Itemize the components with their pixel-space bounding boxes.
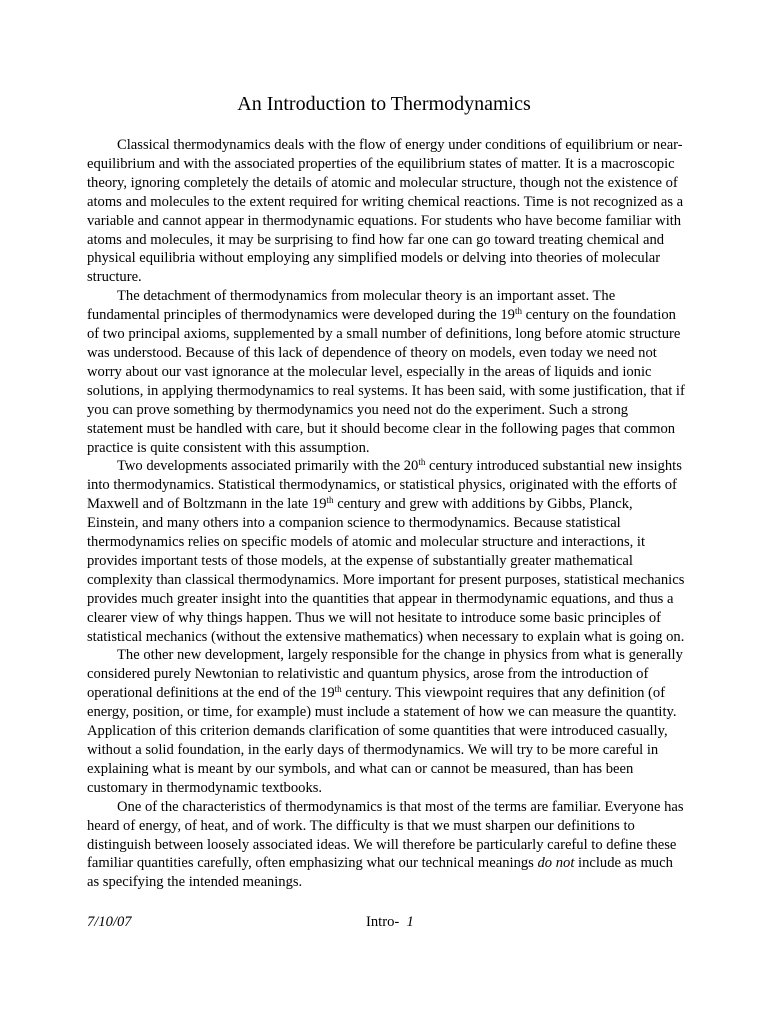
superscript-th: th: [326, 495, 334, 506]
paragraph-1-text: Classical thermodynamics deals with the flow of energy under conditions of equilibrium or near-equilibrium and with the associated properties of the equilibrium states of matter. It is a macroscopic theory, ignoring completely the details of atomic and molecular structure, though not the existence of atoms and molecules to the extent required for writing chemical reactions. Time is not recognized as a variable and cannot appear in thermodynamic equations. For students who have become familiar with atoms and molecules, it may be surprising to find how far one can go toward treating chemical and physical equilibria without employing any simplified models or delving into theories of molecular structure.: [87, 137, 684, 286]
emphasis-do-not: do not: [537, 855, 575, 872]
paragraph-1: [87, 136, 687, 287]
paragraph-2: [87, 287, 687, 457]
paragraph-2-text-a: The detachment of thermodynamics from molecular theory is an important asset. The fundamental principles of thermodynamics were developed during the 19: [87, 288, 616, 324]
paragraph-3-text-c: century and grew with additions by Gibbs, Planck, Einstein, and many others into a companion science to thermodynamics. Because statistical thermodynamics relies on specific models of atomic and molecular structure and interactions, it provides important tests of those models, at the expense of substantially greater mathematical complexity than classical thermodynamics. More important for present purposes, statistical mechanics provides much greater insight into the quantities that appear in thermodynamic equations, and thus a clearer view of why things happen. Thus we will not hesitate to introduce some basic principles of statistical mechanics (without the extensive mathematics) when necessary to explain what is going on.: [87, 496, 685, 645]
superscript-th: th: [514, 306, 522, 317]
superscript-th: th: [418, 457, 426, 468]
footer-date: 7/10/07: [87, 914, 132, 930]
paragraph-5-text-a: One of the characteristics of thermodynamics is that most of the terms are familiar. Everyone has heard of energy, of heat, and of work. The difficulty is that we must sharpen our definitions to distinguish between loosely associated ideas. We will therefore be particularly careful to define these familiar quantities carefully, often emphasizing what our technical meanings: [87, 798, 684, 872]
paragraph-4: [87, 646, 687, 797]
paragraph-5-text-b: include as much as specifying the intended meanings.: [87, 855, 673, 891]
document-body: [87, 136, 687, 892]
document-title: An Introduction to Thermodynamics: [237, 93, 531, 115]
footer-page-number: 1: [406, 914, 414, 930]
paragraph-4-text-a: The other new development, largely responsible for the change in physics from what is generally considered purely Newtonian to relativistic and quantum physics, arose from the introduction of operational definitions at the end of the 19: [87, 647, 683, 702]
paragraph-2-text-b: century on the foundation of two principal axioms, supplemented by a small number of definitions, long before atomic structure was understood. Because of this lack of dependence of theory on models, even today we need not worry about our vast ignorance at the molecular level, especially in the areas of liquids and ionic solutions, in applying thermodynamics to real systems. It has been said, with some justification, that if you can prove something by thermodynamics you need not do the experiment. Such a strong statement must be handled with care, but it should become clear in the following pages that common practice is quite consistent with this assumption.: [87, 307, 685, 456]
superscript-th: th: [334, 684, 342, 695]
paragraph-4-text-b: century. This viewpoint requires that any definition (of energy, position, or time, for example) must include a statement of how we can measure the quantity. Application of this criterion demands clarification of some quantities that were introduced casually, without a solid foundation, in the early days of thermodynamics. We will try to be more careful in explaining what is meant by our symbols, and what can or cannot be measured, than has been customary in thermodynamic textbooks.: [87, 685, 677, 796]
paragraph-3-text-a: Two developments associated primarily with the 20: [117, 458, 419, 475]
paragraph-3-text-b: century introduced substantial new insights into thermodynamics. Statistical thermodynamics, or statistical physics, originated with the efforts of Maxwell and of Boltzmann in the late 19: [87, 458, 682, 513]
footer-page-label: [366, 912, 414, 932]
paragraph-5: [87, 798, 687, 893]
footer-page-prefix: Intro-: [366, 914, 400, 930]
paragraph-3: [87, 457, 687, 646]
